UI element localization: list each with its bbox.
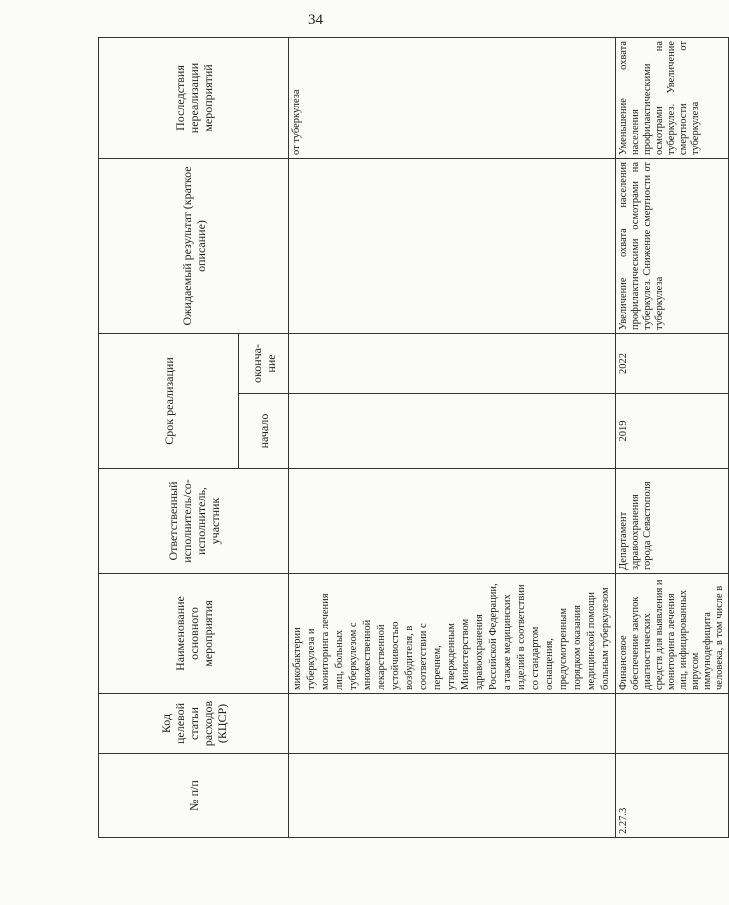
cell-result bbox=[289, 158, 616, 333]
header-responsible: Ответственный исполнитель/со-исполнитель, участник bbox=[99, 469, 289, 574]
cell-consequences: от туберкулеза bbox=[289, 37, 616, 158]
cell-responsible bbox=[289, 469, 616, 574]
header-end: оконча-ние bbox=[239, 333, 289, 393]
header-num: № п/п bbox=[99, 754, 289, 838]
table-row bbox=[289, 37, 616, 837]
cell-start bbox=[289, 394, 616, 469]
table-header-row bbox=[99, 37, 239, 837]
rotated-table-container bbox=[98, 38, 725, 838]
cell-num bbox=[289, 754, 616, 838]
cell-end: 2022 bbox=[616, 333, 729, 393]
header-code: Код целевой статьи расходов (КЦСР) bbox=[99, 694, 289, 754]
cell-num: 2.27.3 bbox=[616, 754, 729, 838]
page-number: 34 bbox=[308, 12, 323, 28]
cell-code bbox=[616, 694, 729, 754]
cell-result: Увеличение охвата населения профилактическими осмотрами на туберкулез. Снижение смертности от туберкулеза bbox=[616, 158, 729, 333]
cell-name: Финансовое обеспечение закупок диагностических средств для выявления и мониторинга лечения лиц, инфицированных вирусом иммунодефицита человека, в том числе в bbox=[616, 574, 729, 694]
cell-end bbox=[289, 333, 616, 393]
cell-start: 2019 bbox=[616, 394, 729, 469]
cell-consequences: Уменьшение охвата населения профилактическими осмотрами на туберкулез. Увеличение смертности от туберкулеза bbox=[616, 37, 729, 158]
header-result: Ожидаемый результат (краткое описание) bbox=[99, 158, 289, 333]
table-row bbox=[616, 37, 729, 837]
header-period: Срок реализации bbox=[99, 333, 239, 468]
measures-table bbox=[98, 37, 729, 838]
header-name: Наименование основного мероприятия bbox=[99, 574, 289, 694]
cell-code bbox=[289, 694, 616, 754]
cell-name: микобактерии туберкулеза и мониторинга лечения лиц, больных туберкулезом с множественной лекарственной устойчивостью возбудителя, в соответствии с перечнем, утвержденным Министерством здравоохранения Российской Федерации, а также медицинских изделий в соответствии со стандартом оснащения, предусмотренным порядком оказания медицинской помощи больным туберкулезом bbox=[289, 574, 616, 694]
cell-responsible: Департамент здравоохранения города Севастополя bbox=[616, 469, 729, 574]
header-consequences: Последствия нереализации мероприятий bbox=[99, 37, 289, 158]
header-start: начало bbox=[239, 394, 289, 469]
